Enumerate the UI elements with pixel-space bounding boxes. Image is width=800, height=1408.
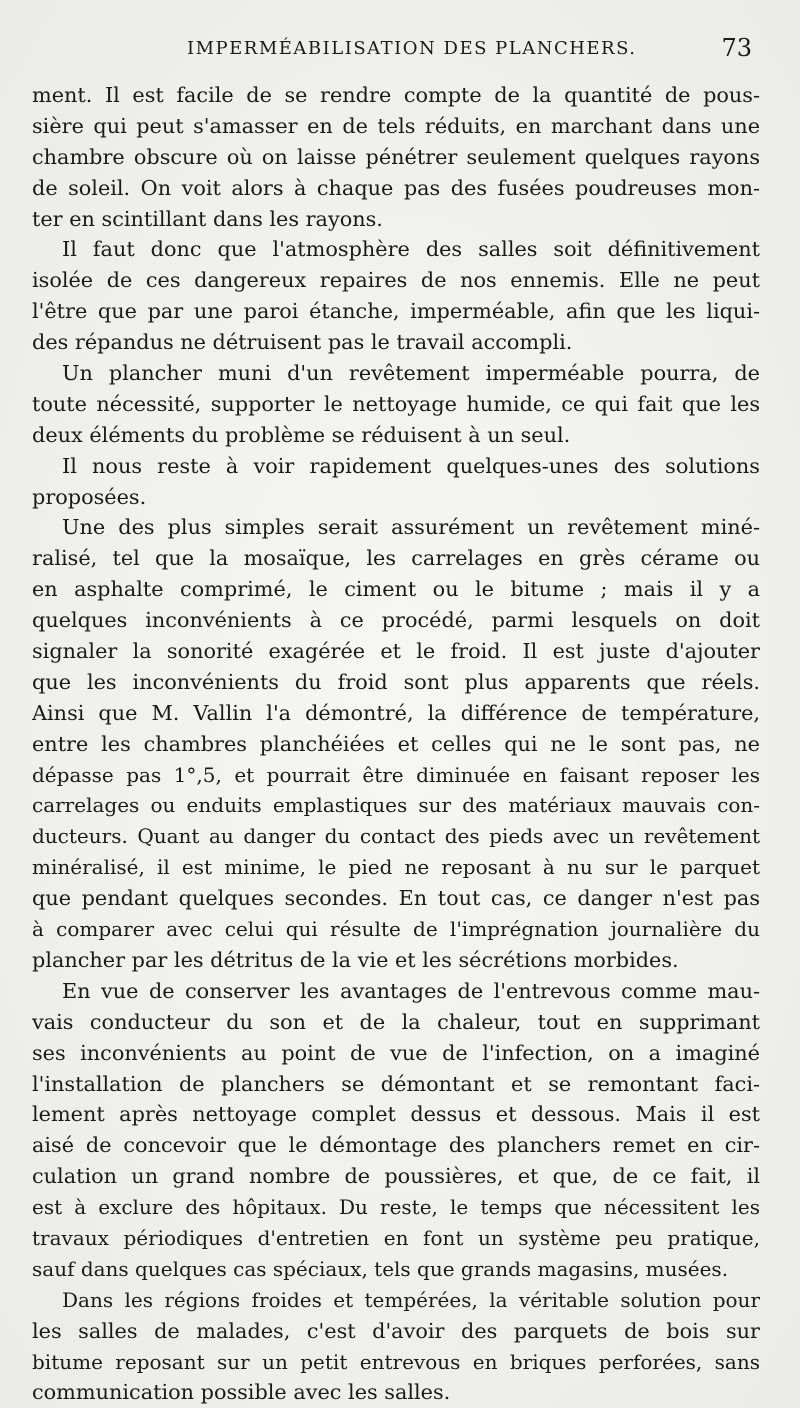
text-line: travaux périodiques d'entretien en font un système peu pratique, <box>32 1225 760 1250</box>
text-line: de soleil. On voit alors à chaque pas des fusées poudreuses mon- <box>32 175 760 200</box>
text-line: que les inconvénients du froid sont plus apparents que réels. <box>32 669 760 694</box>
text-line: l'installation de planchers se démontant et se remontant faci- <box>32 1071 760 1096</box>
text-line: entre les chambres planchéiées et celles qui ne le sont pas, ne <box>32 731 760 756</box>
text-line: Une des plus simples serait assurément un revêtement miné- <box>62 515 760 540</box>
text-line: culation un grand nombre de poussières, et que, de ce fait, il <box>32 1164 760 1189</box>
text-line: plancher par les détritus de la vie et les sécrétions morbides. <box>32 947 679 972</box>
text-line: en asphalte comprimé, le ciment ou le bitume ; mais il y a <box>32 577 760 602</box>
text-line: minéralisé, il est minime, le pied ne reposant à nu sur le parquet <box>32 855 760 880</box>
text-line: carrelages ou enduits emplastiques sur des matériaux mauvais con- <box>32 793 760 818</box>
paragraph <box>32 976 760 1285</box>
paragraph <box>32 451 760 513</box>
text-line: sière qui peut s'amasser en de tels réduits, en marchant dans une <box>32 113 760 138</box>
text-line: que pendant quelques secondes. En tout cas, ce danger n'est pas <box>32 886 760 911</box>
text-line: chambre obscure où on laisse pénétrer seulement quelques rayons <box>32 144 760 169</box>
text-line: toute nécessité, supporter le nettoyage humide, ce qui fait que les <box>32 391 760 416</box>
text-line: En vue de conserver les avantages de l'entrevous comme mau- <box>62 978 760 1003</box>
paragraph <box>32 1285 760 1408</box>
text-line: deux éléments du problème se réduisent à un seul. <box>32 422 571 447</box>
text-line: ment. Il est facile de se rendre compte de la quantité de pous- <box>32 83 760 107</box>
text-line: ralisé, tel que la mosaïque, les carrelages en grès cérame ou <box>32 546 760 571</box>
text-line: bitume reposant sur un petit entrevous en briques perforées, sans <box>32 1349 760 1374</box>
text-line: sauf dans quelques cas spéciaux, tels que grands magasins, musées. <box>32 1256 729 1281</box>
text-line: ducteurs. Quant au danger du contact des pieds avec un revêtement <box>32 824 760 849</box>
paragraph <box>32 80 760 234</box>
text-line: Un plancher muni d'un revêtement imperméable pourra, de <box>62 361 760 386</box>
text-line: signaler la sonorité exagérée et le froid. Il est juste d'ajouter <box>32 639 760 664</box>
body-text <box>32 80 760 1408</box>
paragraph <box>32 358 760 451</box>
page-header <box>32 34 760 70</box>
paragraph <box>32 512 760 975</box>
text-line: communication possible avec les salles. <box>32 1380 451 1405</box>
text-line: aisé de concevoir que le démontage des planchers remet en cir- <box>32 1133 760 1158</box>
text-line: ter en scintillant dans les rayons. <box>32 206 383 231</box>
text-line: Ainsi que M. Vallin l'a démontré, la différence de température, <box>32 700 760 725</box>
text-line: les salles de malades, c'est d'avoir des parquets de bois sur <box>32 1318 760 1343</box>
text-line: dépasse pas 1°,5, et pourrait être diminuée en faisant reposer les <box>32 762 760 787</box>
text-line: est à exclure des hôpitaux. Du reste, le temps que nécessitent les <box>32 1195 760 1220</box>
page-number: 73 <box>721 34 752 62</box>
text-line: Il nous reste à voir rapidement quelques-unes des solutions <box>62 453 760 478</box>
text-line: vais conducteur du son et de la chaleur, tout en supprimant <box>32 1009 760 1034</box>
text-line: à comparer avec celui qui résulte de l'imprégnation journalière du <box>32 917 760 942</box>
text-line: proposées. <box>32 484 147 509</box>
text-line: l'être que par une paroi étanche, imperméable, afin que les liqui- <box>32 299 760 324</box>
text-line: Il faut donc que l'atmosphère des salles soit définitivement <box>62 237 760 262</box>
text-line: Dans les régions froides et tempérées, la véritable solution pour <box>62 1287 760 1312</box>
running-title: IMPERMÉABILISATION DES PLANCHERS. <box>187 38 637 59</box>
text-line: isolée de ces dangereux repaires de nos ennemis. Elle ne peut <box>32 268 760 293</box>
text-line: quelques inconvénients à ce procédé, parmi lesquels on doit <box>32 608 760 633</box>
text-line: lement après nettoyage complet dessus et dessous. Mais il est <box>32 1102 760 1127</box>
text-line: ses inconvénients au point de vue de l'infection, on a imaginé <box>32 1040 760 1065</box>
paragraph <box>32 234 760 358</box>
text-line: des répandus ne détruisent pas le travail accompli. <box>32 330 573 355</box>
